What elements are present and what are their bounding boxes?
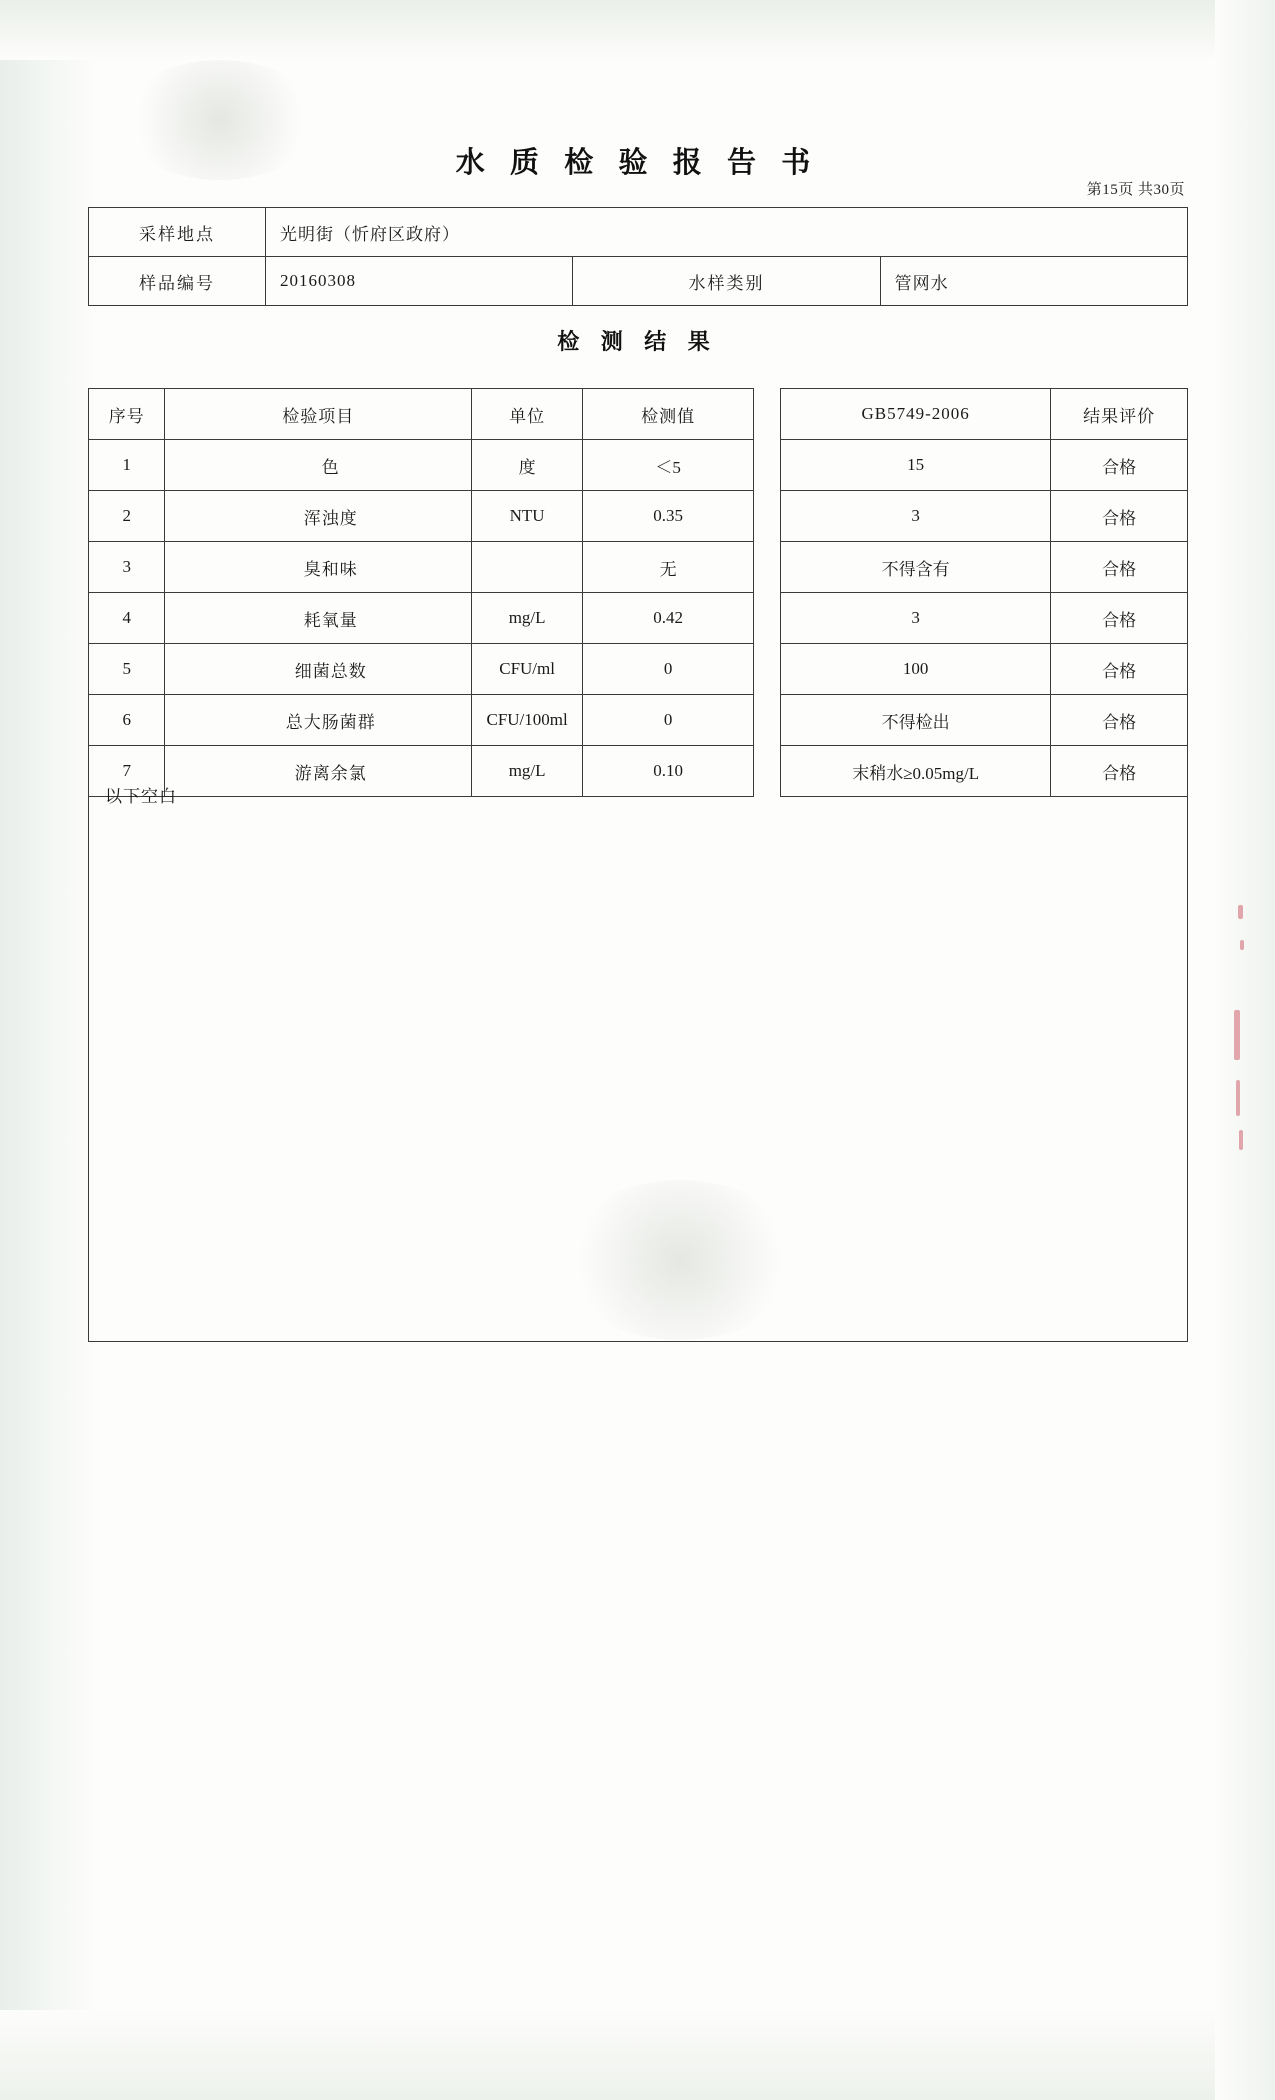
row-unit: mg/L — [472, 593, 583, 644]
row-standard: 3 — [781, 593, 1051, 644]
row-standard: 100 — [781, 644, 1051, 695]
column-gap — [754, 593, 781, 644]
header-unit: 单位 — [472, 389, 583, 440]
column-gap — [754, 542, 781, 593]
row-standard: 15 — [781, 440, 1051, 491]
row-no: 3 — [89, 542, 165, 593]
row-value: 0.35 — [583, 491, 754, 542]
row-unit: NTU — [472, 491, 583, 542]
row-value: 0 — [583, 644, 754, 695]
row-item: 浑浊度 — [165, 491, 472, 542]
row-judgement: 合格 — [1051, 695, 1188, 746]
margin-red-mark — [1238, 905, 1243, 919]
row-judgement: 合格 — [1051, 593, 1188, 644]
header-value: 检测值 — [583, 389, 754, 440]
table-row — [89, 491, 1188, 542]
row-item: 细菌总数 — [165, 644, 472, 695]
sampling-location-label: 采样地点 — [89, 208, 266, 257]
column-gap — [754, 491, 781, 542]
water-type-value: 管网水 — [880, 257, 1187, 306]
row-no: 6 — [89, 695, 165, 746]
row-unit — [472, 542, 583, 593]
blank-note: 以下空白 — [105, 787, 177, 806]
table-header-row — [89, 389, 1188, 440]
scan-edge-shadow-right — [1215, 0, 1275, 2100]
row-unit: CFU/ml — [472, 644, 583, 695]
column-gap — [754, 440, 781, 491]
header-standard: GB5749-2006 — [781, 389, 1051, 440]
row-no: 2 — [89, 491, 165, 542]
row-judgement: 合格 — [1051, 644, 1188, 695]
row-value: 0 — [583, 695, 754, 746]
row-value: ＜5 — [583, 440, 754, 491]
table-row — [89, 440, 1188, 491]
page-title: 水 质 检 验 报 告 书 — [455, 147, 820, 179]
row-item: 总大肠菌群 — [165, 695, 472, 746]
row-unit: mg/L — [472, 746, 583, 797]
scan-edge-shadow-top — [0, 0, 1275, 60]
row-standard: 不得含有 — [781, 542, 1051, 593]
row-judgement: 合格 — [1051, 491, 1188, 542]
sampling-location-value: 光明街（忻府区政府） — [266, 208, 1188, 257]
table-row — [89, 257, 1188, 306]
row-no: 4 — [89, 593, 165, 644]
row-value: 0.42 — [583, 593, 754, 644]
row-unit: CFU/100ml — [472, 695, 583, 746]
column-gap — [754, 695, 781, 746]
header-item: 检验项目 — [165, 389, 472, 440]
scan-edge-shadow-left — [0, 0, 95, 2100]
margin-red-mark — [1239, 1130, 1243, 1150]
row-value: 无 — [583, 542, 754, 593]
test-results-table — [88, 388, 1188, 797]
row-unit: 度 — [472, 440, 583, 491]
table-row — [89, 695, 1188, 746]
sample-number-value: 20160308 — [266, 257, 573, 306]
table-row — [89, 542, 1188, 593]
water-type-label: 水样类别 — [573, 257, 880, 306]
row-no: 5 — [89, 644, 165, 695]
row-standard: 末稍水≥0.05mg/L — [781, 746, 1051, 797]
header-no: 序号 — [89, 389, 165, 440]
row-item: 色 — [165, 440, 472, 491]
scan-edge-shadow-bottom — [0, 2010, 1275, 2100]
margin-red-mark — [1236, 1080, 1240, 1116]
sample-info-table — [88, 207, 1188, 306]
row-judgement: 合格 — [1051, 746, 1188, 797]
margin-red-mark — [1240, 940, 1244, 950]
row-item: 耗氧量 — [165, 593, 472, 644]
table-row — [89, 208, 1188, 257]
blank-remainder-area — [88, 772, 1188, 1342]
row-standard: 不得检出 — [781, 695, 1051, 746]
row-no: 7 — [89, 746, 165, 797]
row-item: 游离余氯 — [165, 746, 472, 797]
column-gap — [754, 644, 781, 695]
section-title: 检 测 结 果 — [557, 329, 718, 354]
margin-red-mark — [1234, 1010, 1240, 1060]
row-item: 臭和味 — [165, 542, 472, 593]
row-judgement: 合格 — [1051, 542, 1188, 593]
row-no: 1 — [89, 440, 165, 491]
sample-number-label: 样品编号 — [89, 257, 266, 306]
row-value: 0.10 — [583, 746, 754, 797]
column-gap — [754, 389, 781, 440]
table-row — [89, 593, 1188, 644]
row-judgement: 合格 — [1051, 440, 1188, 491]
table-row — [89, 644, 1188, 695]
header-judgement: 结果评价 — [1051, 389, 1188, 440]
row-standard: 3 — [781, 491, 1051, 542]
page-indicator: 第15页 共30页 — [1086, 182, 1185, 198]
